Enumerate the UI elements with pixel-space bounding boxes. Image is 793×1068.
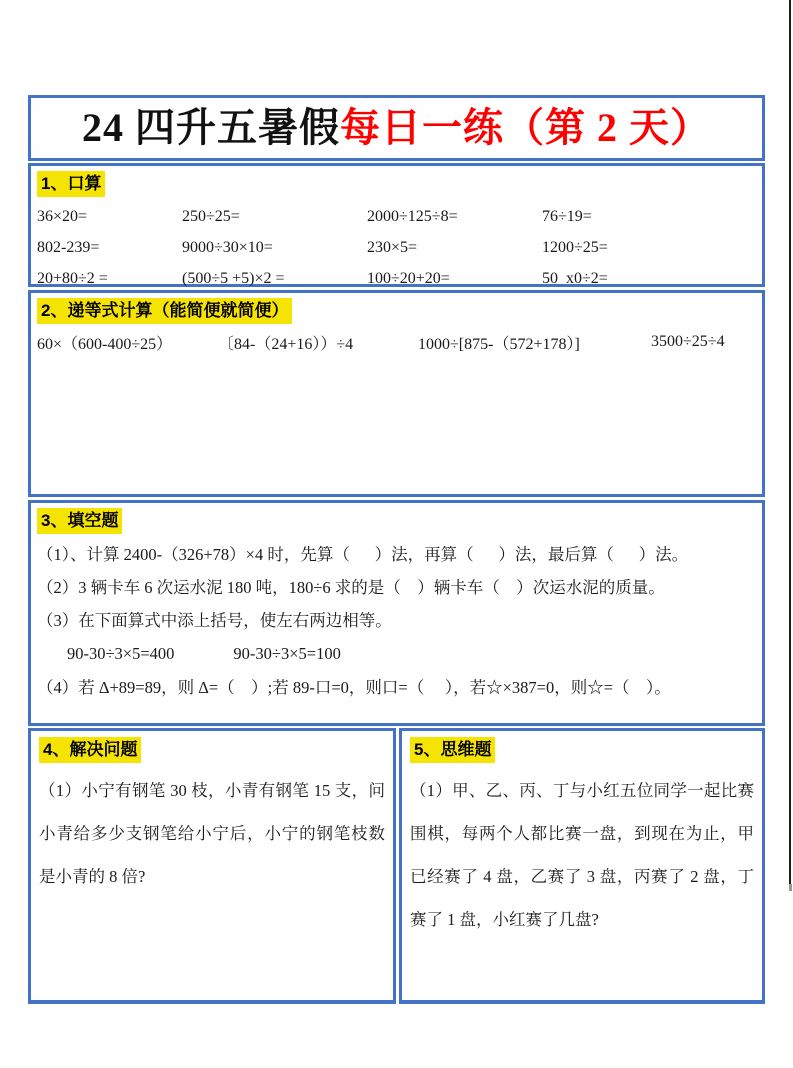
- oral-calc-expression: 802-239=: [37, 238, 100, 256]
- section-fill-in-blanks: [28, 500, 765, 726]
- oral-calc-expression: 2000÷125÷8=: [367, 207, 458, 225]
- thinking-problem-text: （1）甲、乙、丙、丁与小红五位同学一起比赛围棋，每两个人都比赛一盘，到现在为止，甲已经赛了 4 盘，乙赛了 3 盘，丙赛了 2 盘，丁赛了 1 盘，小红赛了几盘?: [410, 781, 754, 929]
- section1-header: 1、口算: [37, 171, 105, 197]
- equation-left: 90-30÷3×5=400: [67, 644, 175, 663]
- oral-calc-expression: 76÷19=: [542, 207, 592, 225]
- section3-header-row: [37, 508, 756, 534]
- stepwise-expression: 3500÷25÷4: [651, 333, 725, 350]
- blank-item-3-equations: [37, 637, 756, 671]
- oral-calc-expression: 230×5=: [367, 238, 418, 256]
- oral-calc-expression: (500÷5 +5)×2 =: [182, 269, 285, 287]
- section5-header: 5、思维题: [410, 737, 495, 763]
- worksheet-document: [28, 95, 765, 1004]
- section4-header-row: [39, 737, 385, 763]
- problem-solving-text: （1）小宁有钢笔 30 枝，小青有钢笔 15 支，问小青给多少支钢笔给小宁后，小宁的钢笔枝数是小青的 8 倍?: [39, 781, 385, 886]
- page-title-red: 每日一练（第 2 天）: [340, 105, 711, 150]
- page-title: [31, 98, 762, 158]
- stepwise-expression: 1000÷[875-（572+178）]: [418, 335, 580, 353]
- page-edge-line-tip: [789, 884, 792, 891]
- oral-calc-expression: 1200÷25=: [542, 238, 608, 256]
- section-stepwise-calculation: [28, 290, 765, 497]
- oral-calc-grid: [37, 201, 756, 294]
- section4-header: 4、解决问题: [39, 737, 141, 763]
- blank-item-4: （4）若 Δ+89=89，则 Δ=（ ）;若 89-口=0，则口=（ ），若☆×387=0，则☆=（ ）。: [37, 678, 671, 697]
- stepwise-expression: 〔84-（24+16））÷4: [218, 335, 354, 353]
- blank-item-1: （1）、计算 2400-（326+78）×4 时，先算（ ）法，再算（ ）法，最后算（ ）法。: [37, 545, 689, 564]
- section1-header-row: [37, 171, 756, 197]
- oral-calc-expression: 50 x0÷2=: [542, 269, 608, 287]
- section-oral-calculation: [28, 163, 765, 287]
- equation-right: 90-30÷3×5=100: [233, 644, 341, 663]
- oral-calc-expression: 20+80÷2 =: [37, 269, 108, 287]
- oral-calc-expression: 9000÷30×10=: [182, 238, 273, 256]
- blank-item-3: （3）在下面算式中添上括号，使左右两边相等。: [37, 611, 392, 630]
- page-title-black: 24 四升五暑假: [82, 105, 340, 150]
- bottom-sections-row: [28, 728, 765, 1004]
- oral-calc-expression: 100÷20+20=: [367, 269, 450, 287]
- stepwise-expressions-row: [37, 328, 756, 356]
- blank-item-2: （2）3 辆卡车 6 次运水泥 180 吨，180÷6 求的是（ ）辆卡车（ ）次运水泥的质量。: [37, 578, 665, 597]
- section-problem-solving: [28, 728, 396, 1004]
- section-thinking-problem: [399, 728, 765, 1004]
- section2-header: 2、递等式计算（能简便就简便）: [37, 298, 292, 324]
- section2-header-row: [37, 298, 756, 324]
- page-edge-line: [789, 0, 791, 884]
- oral-calc-expression: 36×20=: [37, 207, 88, 225]
- title-box: [28, 95, 765, 161]
- section3-header: 3、填空题: [37, 508, 122, 534]
- section5-header-row: [410, 737, 754, 763]
- stepwise-expression: 60×（600-400÷25）: [37, 335, 173, 353]
- oral-calc-expression: 250÷25=: [182, 207, 240, 225]
